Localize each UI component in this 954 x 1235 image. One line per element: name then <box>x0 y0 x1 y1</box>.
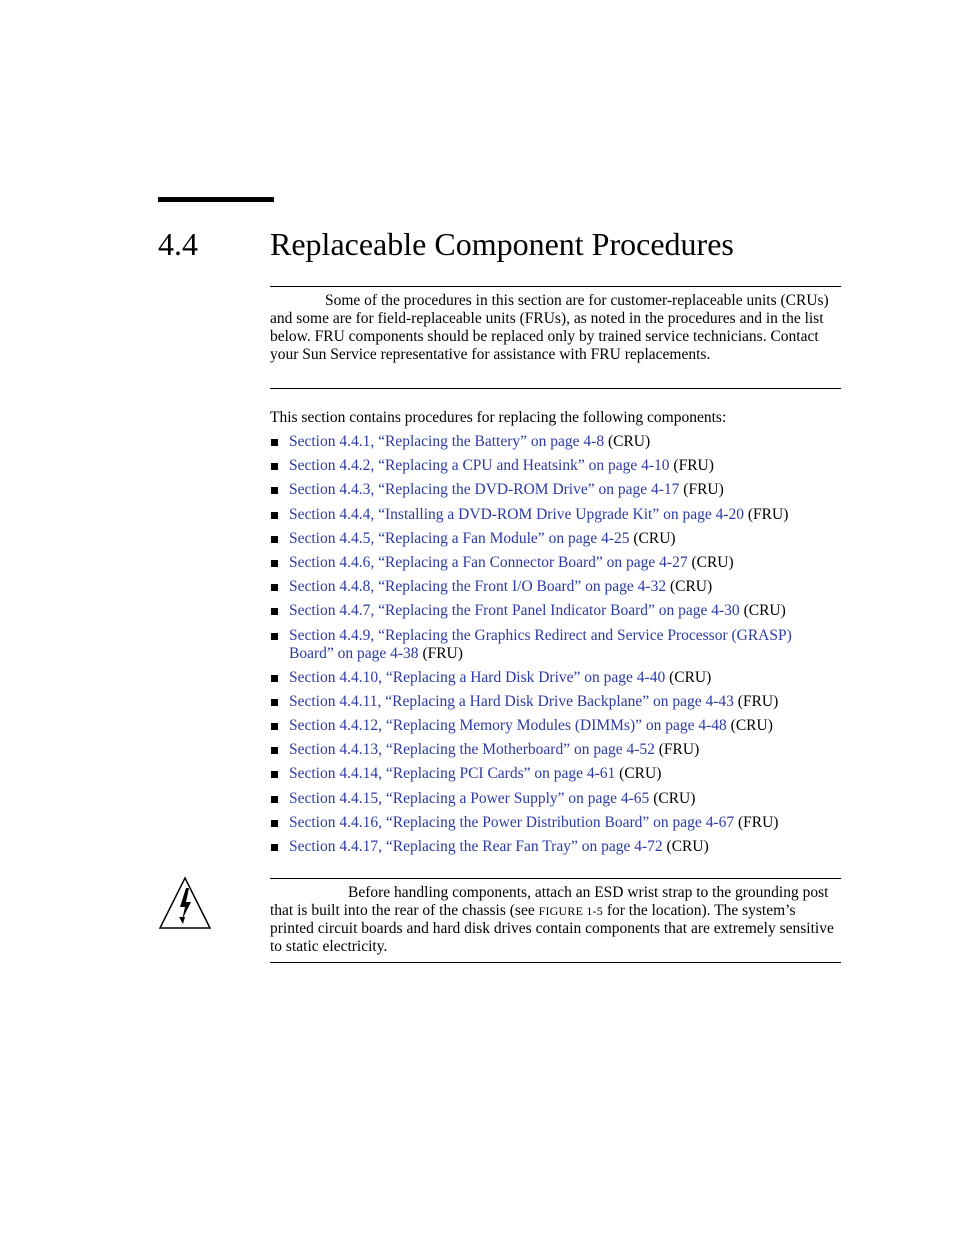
section-title: Replaceable Component Procedures <box>270 226 734 262</box>
unit-type-tag: (CRU) <box>669 668 712 686</box>
bullet-icon <box>271 771 278 778</box>
list-item <box>270 530 830 548</box>
list-item <box>270 578 830 596</box>
unit-type-tag: (FRU) <box>737 813 779 831</box>
unit-type-tag: (CRU) <box>619 765 662 783</box>
caution-text-after: for the location). The system’s printed circuit boards and hard disk drives contain components that are extremely sensitive to static electricity. <box>270 902 834 955</box>
unit-type-tag: (CRU) <box>691 553 734 571</box>
unit-type-tag: (CRU) <box>730 717 773 735</box>
bullet-icon <box>271 536 278 543</box>
bullet-icon <box>271 699 278 706</box>
unit-type-tag: (FRU) <box>658 741 700 759</box>
list-item <box>270 506 830 524</box>
list-item <box>270 814 830 832</box>
list-item <box>270 457 830 475</box>
note-text: Some of the procedures in this section are for customer-replaceable units (CRUs) and some are for field-replaceable units (FRUs), as noted in the procedures and in the list below. FRU components should be replaced only by trained service technicians. Contact your Sun Service representative for assistance with FRU replacements. <box>270 292 829 363</box>
bullet-icon <box>271 723 278 730</box>
list-item <box>270 838 830 856</box>
section-link[interactable]: Section 4.4.9, “Replacing the Graphics Redirect and Service Processor (GRASP) Board” on page 4-38 <box>289 626 792 662</box>
unit-type-tag: (FRU) <box>683 481 724 499</box>
section-link[interactable]: Section 4.4.6, “Replacing a Fan Connector Board” on page 4-27 <box>289 553 688 571</box>
bullet-icon <box>271 633 278 640</box>
list-item <box>270 481 830 499</box>
bullet-icon <box>271 844 278 851</box>
section-link[interactable]: Section 4.4.1, “Replacing the Battery” on page 4-8 <box>289 433 605 450</box>
list-item <box>270 602 830 620</box>
unit-type-tag: (CRU) <box>743 602 786 620</box>
section-link[interactable]: Section 4.4.12, “Replacing Memory Modules (DIMMs)” on page 4-48 <box>289 717 727 735</box>
bullet-icon <box>271 820 278 827</box>
bullet-icon <box>271 747 278 754</box>
section-link[interactable]: Section 4.4.11, “Replacing a Hard Disk Drive Backplane” on page 4-43 <box>289 692 734 710</box>
list-item <box>270 790 830 808</box>
list-item <box>270 433 830 451</box>
section-number: 4.4 <box>158 226 198 262</box>
list-item <box>270 627 830 663</box>
unit-type-tag: (FRU) <box>737 692 779 710</box>
section-link[interactable]: Section 4.4.7, “Replacing the Front Panel Indicator Board” on page 4-30 <box>289 602 740 620</box>
section-link[interactable]: Section 4.4.3, “Replacing the DVD-ROM Drive” on page 4-17 <box>289 481 680 499</box>
list-item <box>270 765 830 783</box>
unit-type-tag: (CRU) <box>607 433 651 450</box>
unit-type-tag: (CRU) <box>669 578 713 596</box>
list-item <box>270 741 830 759</box>
section-link[interactable]: Section 4.4.5, “Replacing a Fan Module” on page 4-25 <box>289 529 630 547</box>
unit-type-tag: (CRU) <box>633 529 676 547</box>
bullet-icon <box>271 439 278 446</box>
bullet-icon <box>271 512 278 519</box>
intro-text: This section contains procedures for replacing the following components: <box>270 409 727 426</box>
section-link[interactable]: Section 4.4.16, “Replacing the Power Distribution Board” on page 4-67 <box>289 813 735 831</box>
unit-type-tag: (FRU) <box>673 457 714 475</box>
caution-box <box>270 878 841 963</box>
component-list <box>270 433 830 862</box>
unit-type-tag: (CRU) <box>653 789 696 807</box>
unit-type-tag: (FRU) <box>747 505 789 523</box>
section-link[interactable]: Section 4.4.15, “Replacing a Power Supply” on page 4-65 <box>289 789 650 807</box>
figure-reference-link[interactable]: FIGURE 1-5 <box>538 904 603 918</box>
section-link[interactable]: Section 4.4.14, “Replacing PCI Cards” on page 4-61 <box>289 765 616 783</box>
note-paragraph <box>270 292 841 364</box>
caution-text-before: Before handling components, attach an ESD wrist strap to the grounding post that is built into the rear of the chassis (see <box>270 884 829 919</box>
bullet-icon <box>271 463 278 470</box>
bullet-icon <box>271 796 278 803</box>
section-link[interactable]: Section 4.4.13, “Replacing the Motherboard” on page 4-52 <box>289 741 655 759</box>
section-rule <box>158 197 274 202</box>
bullet-icon <box>271 675 278 682</box>
list-item <box>270 669 830 687</box>
section-link[interactable]: Section 4.4.4, “Installing a DVD-ROM Drive Upgrade Kit” on page 4-20 <box>289 505 744 523</box>
section-link[interactable]: Section 4.4.2, “Replacing a CPU and Heatsink” on page 4-10 <box>289 457 670 475</box>
unit-type-tag: (FRU) <box>422 644 463 662</box>
section-link[interactable]: Section 4.4.17, “Replacing the Rear Fan Tray” on page 4-72 <box>289 838 663 855</box>
list-item <box>270 717 830 735</box>
unit-type-tag: (CRU) <box>666 838 709 855</box>
list-item <box>270 693 830 711</box>
section-link[interactable]: Section 4.4.8, “Replacing the Front I/O Board” on page 4-32 <box>289 578 667 596</box>
caution-paragraph <box>270 884 841 956</box>
bullet-icon <box>271 487 278 494</box>
list-item <box>270 554 830 572</box>
bullet-icon <box>271 608 278 615</box>
section-link[interactable]: Section 4.4.10, “Replacing a Hard Disk Drive” on page 4-40 <box>289 668 666 686</box>
bullet-icon <box>271 560 278 567</box>
bullet-icon <box>271 584 278 591</box>
electrical-hazard-icon <box>158 876 212 930</box>
note-box <box>270 286 841 389</box>
